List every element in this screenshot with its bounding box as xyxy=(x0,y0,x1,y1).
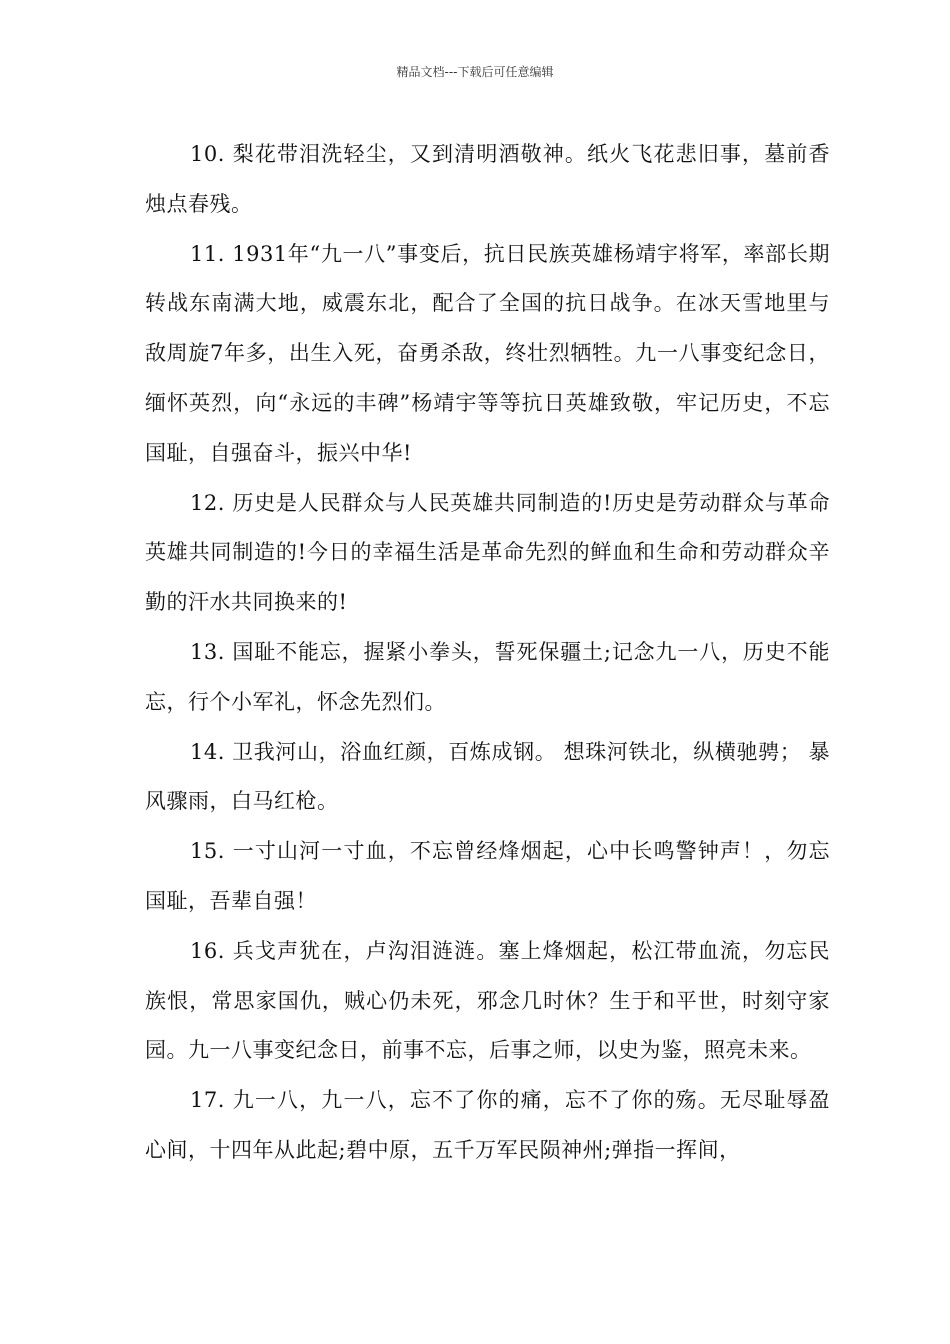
paragraph-12: 12. 历史是人民群众与人民英雄共同制造的!历史是劳动群众与革命英雄共同制造的!今日的幸福生活是革命先烈的鲜血和生命和劳动群众辛勤的汗水共同换来的! xyxy=(145,490,830,615)
paragraph-16: 16. 兵戈声犹在，卢沟泪涟涟。塞上烽烟起，松江带血流，勿忘民族恨，常思家国仇，贼心仍未死，邪念几时休？生于和平世，时刻守家园。九一八事变纪念日，前事不忘，后事之师，以史为鉴，照亮未来。 xyxy=(145,938,830,1063)
document-body xyxy=(145,130,830,1176)
paragraph-14: 14. 卫我河山，浴血红颜，百炼成钢。 想珠河铁北，纵横驰骋； 暴风骤雨，白马红枪。 xyxy=(145,739,830,814)
paragraph-11: 11. 1931年“九一八”事变后，抗日民族英雄杨靖宇将军，率部长期转战东南满大地，威震东北，配合了全国的抗日战争。在冰天雪地里与敌周旋7年多，出生入死，奋勇杀敌，终壮烈牺牲。九一八事变纪念日，缅怀英烈，向“永远的丰碑”杨靖宇等等抗日英雄致敬，牢记历史，不忘国耻，自强奋斗，振兴中华! xyxy=(145,241,830,465)
paragraph-13: 13. 国耻不能忘，握紧小拳头，誓死保疆土;记念九一八，历史不能忘，行个小军礼，怀念先烈们。 xyxy=(145,639,830,714)
paragraph-15: 15. 一寸山河一寸血，不忘曾经烽烟起，心中长鸣警钟声！，勿忘国耻，吾辈自强！ xyxy=(145,839,830,913)
paragraph-10: 10. 梨花带泪洗轻尘，又到清明酒敬神。纸火飞花悲旧事，墓前香烛点春残。 xyxy=(145,142,830,216)
paragraph-17: 17. 九一八，九一八，忘不了你的痛，忘不了你的殇。无尽耻辱盈心间，十四年从此起;碧中原，五千万军民陨神州;弹指一挥间， xyxy=(145,1088,830,1162)
page-header: 精品文档---下载后可任意编辑 xyxy=(396,65,554,79)
